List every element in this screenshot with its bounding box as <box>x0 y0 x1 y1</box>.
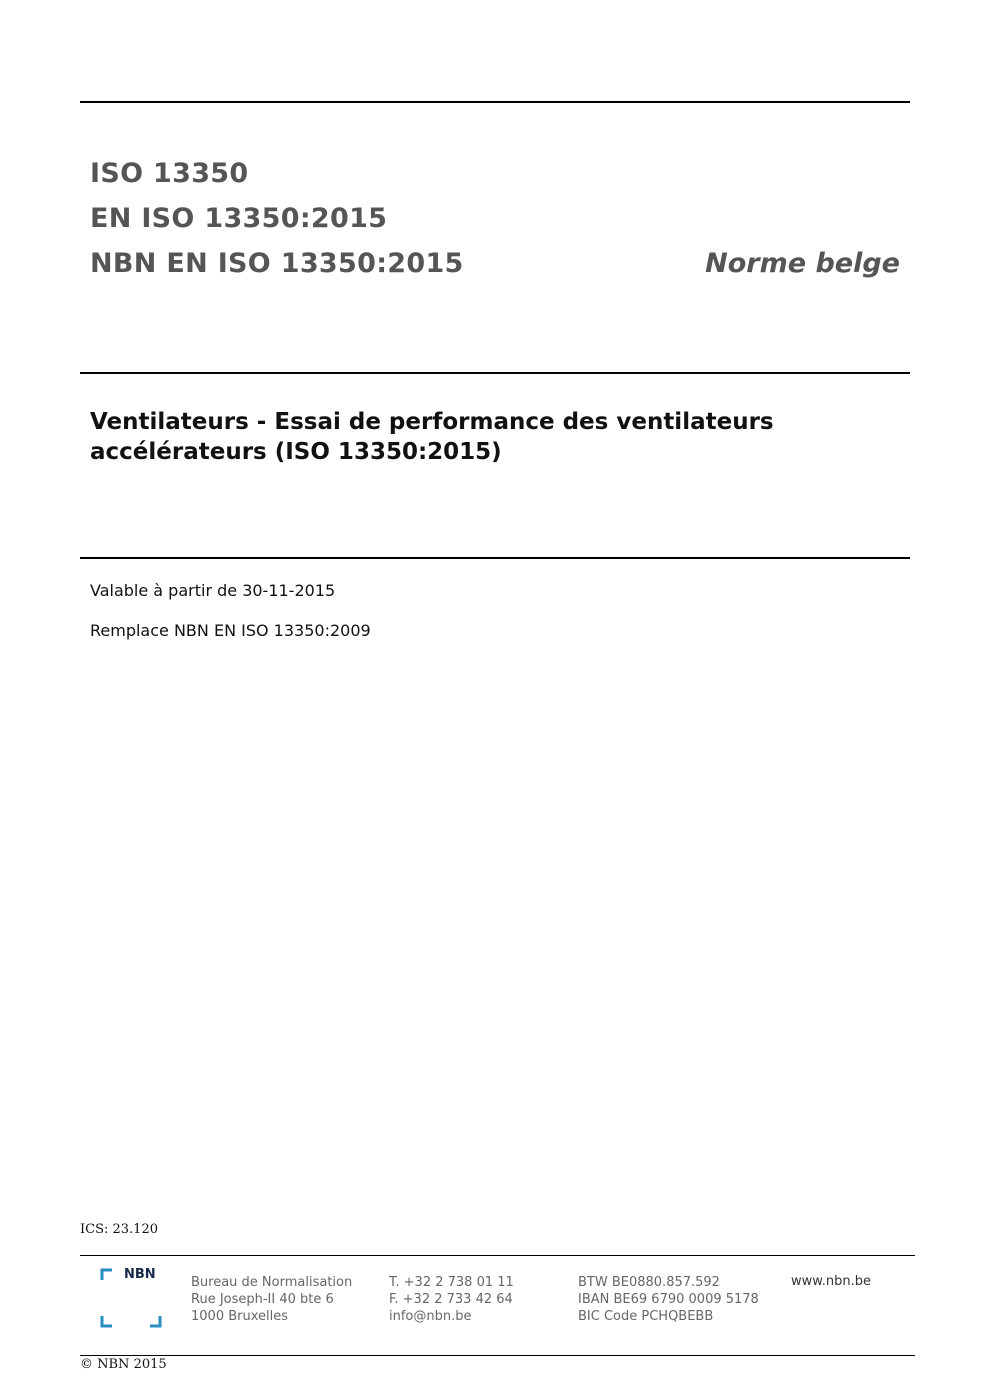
ics-code: ICS: 23.120 <box>80 1222 158 1237</box>
logo-text: NBN <box>124 1267 156 1282</box>
contact-fax: F. +32 2 733 42 64 <box>389 1292 513 1307</box>
header-rule <box>80 372 910 374</box>
address-line-2: Rue Joseph-II 40 bte 6 <box>191 1292 334 1307</box>
standard-iso: ISO 13350 <box>90 158 249 189</box>
replaces: Remplace NBN EN ISO 13350:2009 <box>90 621 371 640</box>
valid-from: Valable à partir de 30-11-2015 <box>90 581 336 600</box>
footer-contact <box>389 1274 514 1325</box>
contact-email[interactable]: info@nbn.be <box>389 1309 472 1324</box>
title-rule <box>80 557 910 559</box>
footer-bank <box>578 1274 759 1325</box>
footer-bottom-rule <box>80 1355 915 1356</box>
footer-top-rule <box>80 1255 915 1256</box>
bank-vat: BTW BE0880.857.592 <box>578 1275 720 1290</box>
contact-phone: T. +32 2 738 01 11 <box>389 1275 514 1290</box>
address-line-3: 1000 Bruxelles <box>191 1309 289 1324</box>
bank-iban: IBAN BE69 6790 0009 5178 <box>578 1292 759 1307</box>
address-line-1: Bureau de Normalisation <box>191 1275 353 1290</box>
website-link[interactable]: www.nbn.be <box>791 1274 871 1289</box>
bank-bic: BIC Code PCHQBEBB <box>578 1309 714 1324</box>
title-line-2: accélérateurs (ISO 13350:2015) <box>90 439 502 465</box>
title-line-1: Ventilateurs - Essai de performance des ventilateurs <box>90 409 774 435</box>
standard-en: EN ISO 13350:2015 <box>90 203 388 234</box>
copyright: © NBN 2015 <box>80 1357 167 1372</box>
standard-nbn: NBN EN ISO 13350:2015 <box>90 248 464 279</box>
document-title <box>90 407 850 467</box>
top-rule <box>80 101 910 103</box>
norme-belge-label: Norme belge <box>705 248 900 279</box>
nbn-logo <box>100 1268 162 1330</box>
footer-address <box>191 1274 352 1325</box>
